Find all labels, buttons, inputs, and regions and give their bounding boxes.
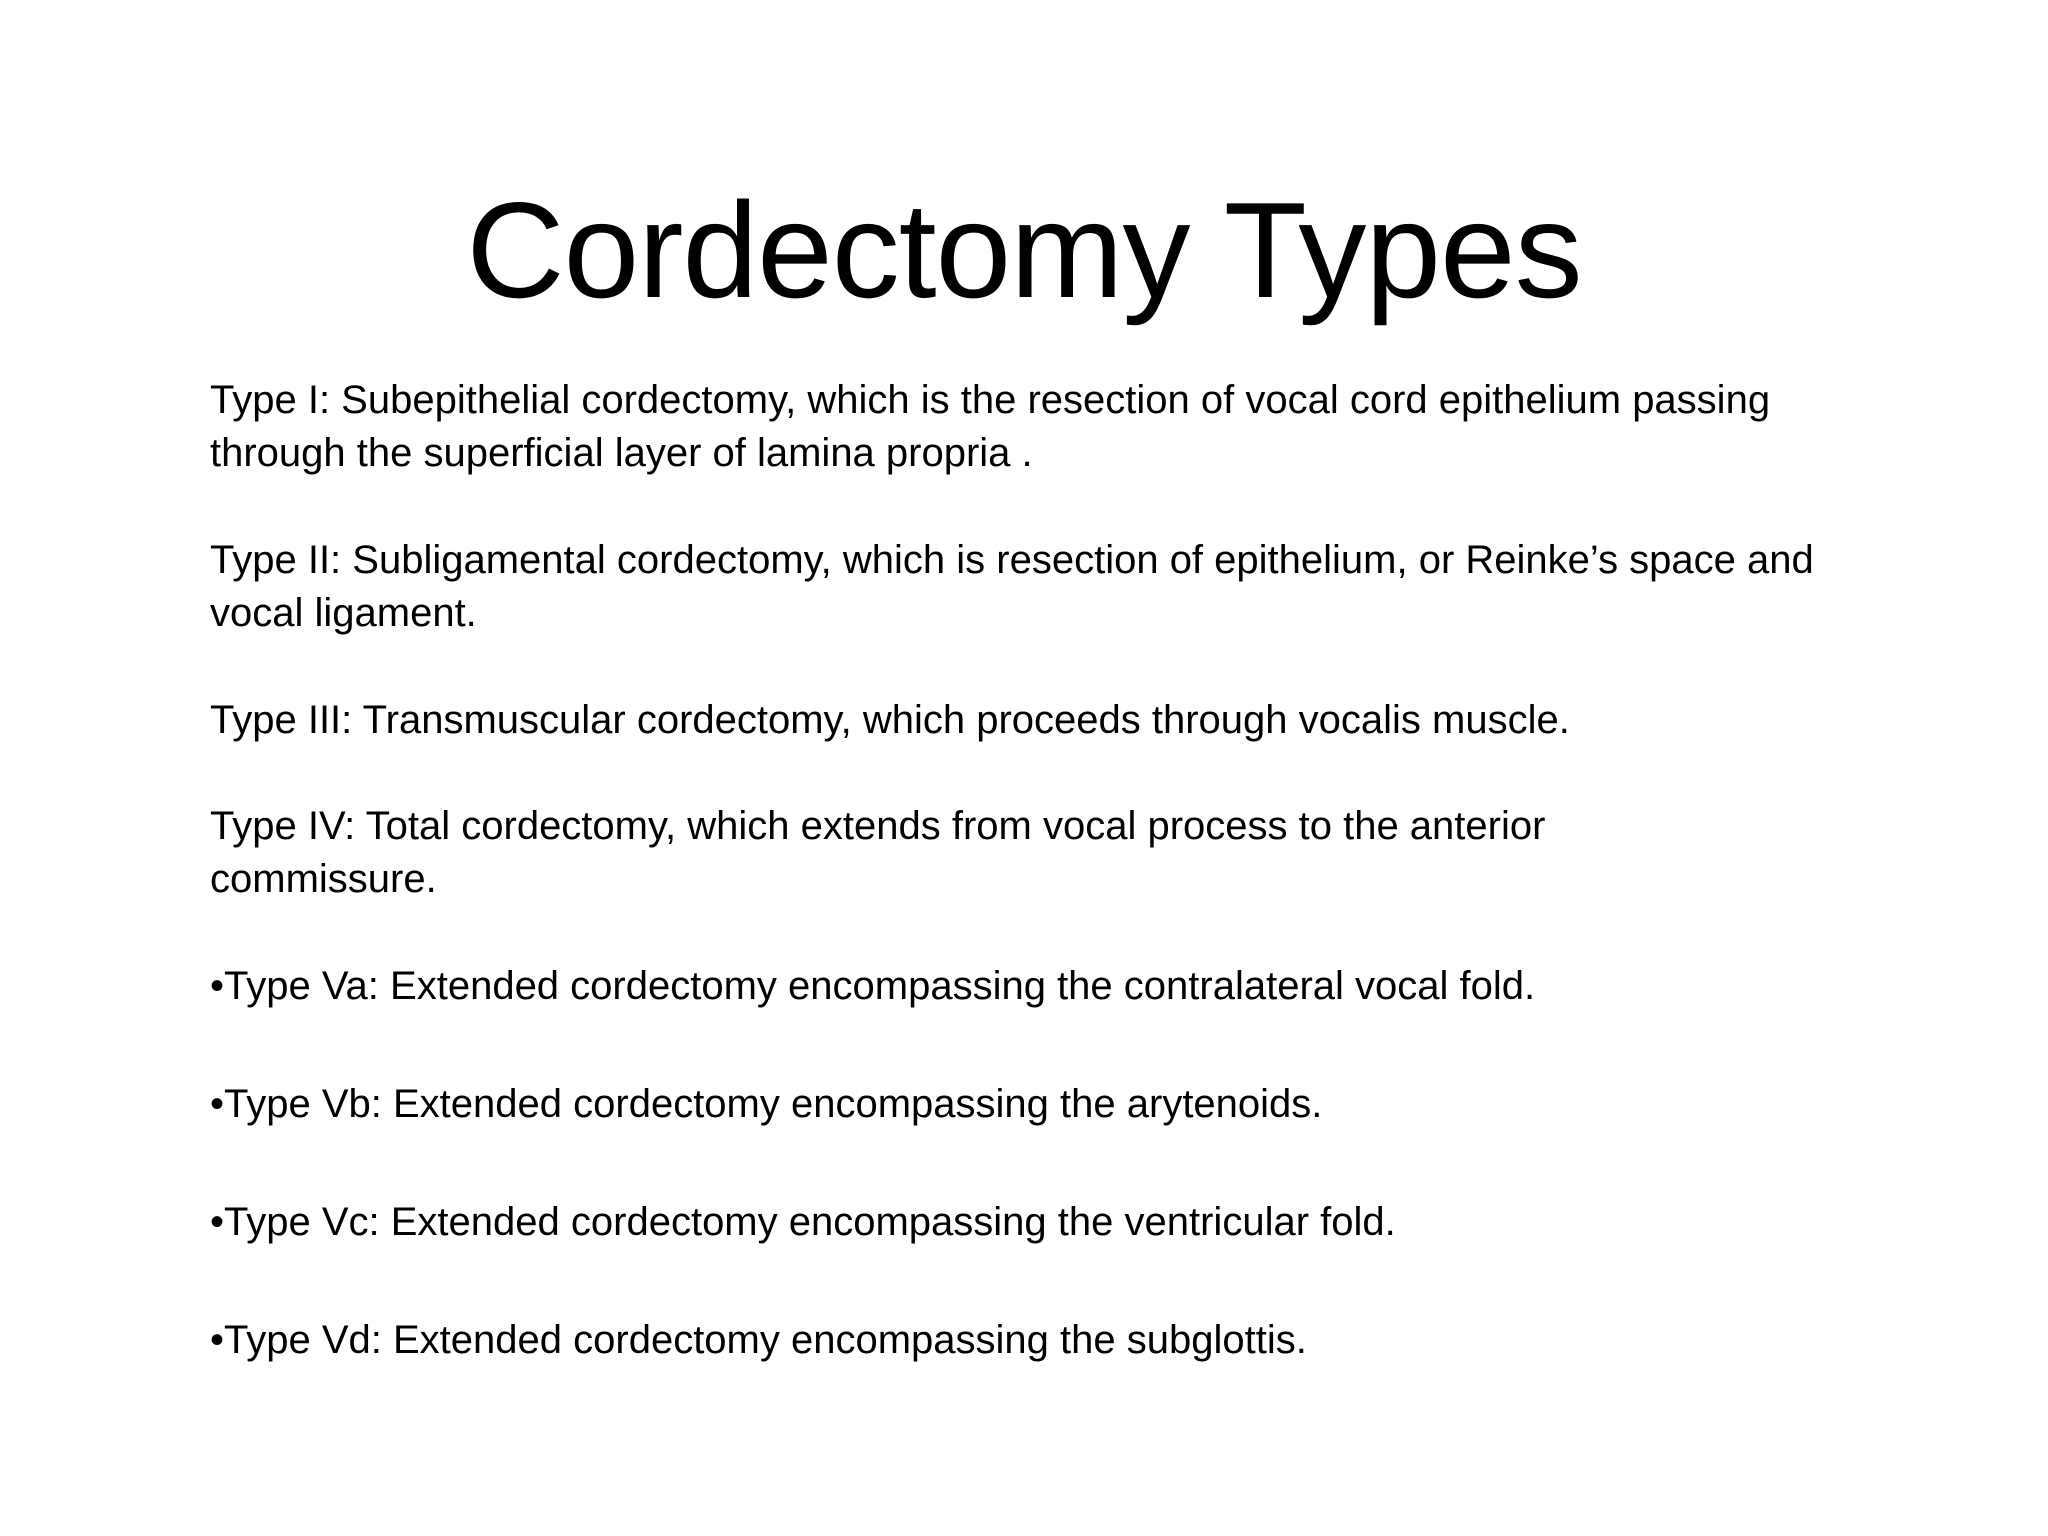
type-i-paragraph [210,374,1870,480]
type-ii-paragraph [210,534,1870,640]
type-i-line-2: through the superficial layer of lamina propria . [210,431,1033,475]
type-iv-line-1: Type IV: Total cordectomy, which extends from vocal process to the anterior [210,804,1546,848]
type-iv-line-2: commissure. [210,857,437,901]
bullet-text: Type Va: Extended cordectomy encompassing the contralateral vocal fold. [224,964,1536,1008]
bullet-type-vb [210,1078,1870,1131]
type-iv-paragraph [210,800,1870,906]
type-iii-line-1: Type III: Transmuscular cordectomy, which proceeds through vocalis muscle. [210,698,1570,742]
type-ii-line-1: Type II: Subligamental cordectomy, which is resection of epithelium, or Reinke’s space and [210,538,1814,582]
type-i-line-1: Type I: Subepithelial cordectomy, which is the resection of vocal cord epithelium passing [210,378,1771,422]
bullet-type-vc [210,1196,1870,1249]
bullet-marker: • [210,1318,225,1362]
bullet-text: Type Vd: Extended cordectomy encompassing the subglottis. [224,1318,1307,1362]
bullet-marker: • [210,1200,225,1244]
bullet-marker: • [210,1082,225,1126]
bullet-text: Type Vc: Extended cordectomy encompassing the ventricular fold. [224,1200,1396,1244]
bullet-marker: • [210,964,225,1008]
type-iii-paragraph [210,694,1870,747]
bullet-type-vd [210,1314,1870,1367]
type-ii-line-2: vocal ligament. [210,591,477,635]
bullet-text: Type Vb: Extended cordectomy encompassing the arytenoids. [224,1082,1323,1126]
slide-title: Cordectomy Types [466,174,1582,326]
bullet-type-va [210,960,1870,1013]
